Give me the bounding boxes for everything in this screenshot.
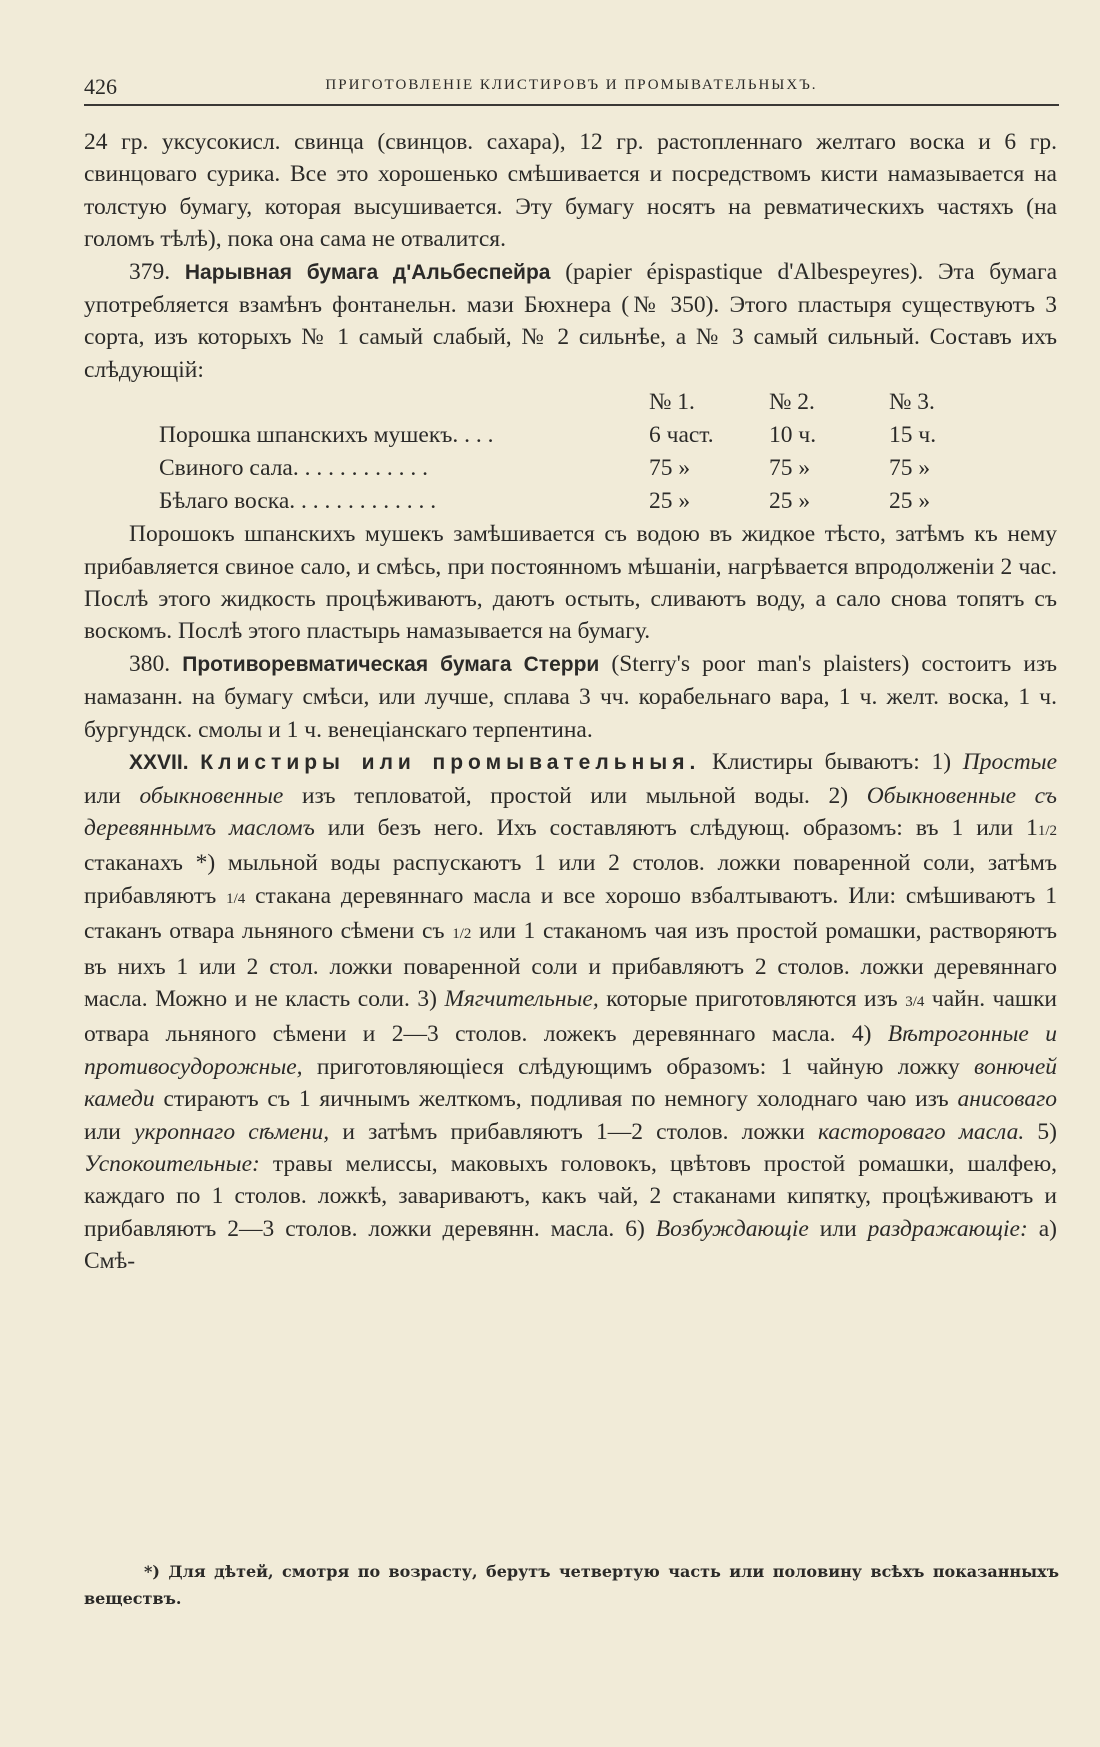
page-header <box>84 66 1059 106</box>
recipe-row <box>159 452 969 485</box>
col-header-2: № 2. <box>769 389 815 416</box>
amount-2: 75 » <box>769 455 811 482</box>
recipe-row <box>159 419 969 452</box>
running-head: ПРИГОТОВЛЕНІЕ КЛИСТИРОВЪ И ПРОМЫВАТЕЛЬНЫХЪ. <box>325 77 818 93</box>
amount-1: 6 част. <box>649 422 714 449</box>
chapter-number: XXVII. <box>129 751 189 775</box>
recipe-header-row <box>159 386 969 419</box>
section-number: 380. <box>129 650 171 677</box>
fraction: 1/2 <box>452 926 472 943</box>
section-text: (Sterry's poor man's plaisters) состоитъ изъ намазанн. на бумагу смѣси, или лучше, сплава 3 чч. корабельнаго вара, 1 ч. желт. воска, 1 ч. бургундск. смолы и 1 ч. венеціанскаго терпентина. <box>84 650 1058 743</box>
amount-1: 75 » <box>649 455 691 482</box>
section-380 <box>84 648 1057 746</box>
amount-3: 75 » <box>889 455 931 482</box>
amount-3: 25 » <box>889 488 931 515</box>
fraction: 3/4 <box>905 993 925 1010</box>
section-xxvii: XXVII. Клистиры или промывательныя. Клистиры бываютъ: 1) Простые или обыкновенные изъ тепловатой, простой или мыльной воды. 2) Обыкновенные съ деревяннымъ масломъ или безъ него. Ихъ составляютъ слѣдующ. образомъ: въ 1 или 11/2 стаканахъ *) мыльной воды распускаютъ 1 или 2 столов. ложки поваренной соли, затѣмъ прибавляютъ 1/4 стакана деревяннаго масла и все хорошо взбалтываютъ. Или: смѣшиваютъ 1 стаканъ отвара льняного сѣмени съ 1/2 или 1 стаканомъ чая изъ простой ромашки, растворяютъ въ нихъ 1 или 2 стол. ложки поваренной соли и прибавляютъ 2 столов. ложки деревяннаго масла. Можно и не класть соли. 3) Мягчительные, которые приготовляются изъ 3/4 чайн. чашки отвара льняного сѣмени и 2—3 столов. ложекъ деревяннаго масла. 4) Вѣтрогонные и противосудорожные, приготовляющіеся слѣдующимъ образомъ: 1 чайную ложку вонючей камеди стираютъ съ 1 яичнымъ желткомъ, подливая по немногу холоднаго чаю изъ анисоваго или укропнаго сѣмени, и затѣмъ прибавляютъ 1—2 столов. ложки касторовaго масла. 5) Успокоительные: травы мелиссы, маковыхъ головокъ, цвѣтовъ простой ромашки, шалфею, каждаго по 1 столов. ложкѣ, завариваютъ, какъ чай, 2 стаканами кипятку, процѣживаютъ и прибавляютъ 2—3 столов. ложки деревянн. масла. 6) Возбуждающіе или раздражающіе: а) Смѣ- <box>84 749 1058 1275</box>
paragraph-preparation: Порошокъ шпанскихъ мушекъ замѣшивается съ водою въ жидкое тѣсто, затѣмъ къ нему прибавляется свиное сало, и смѣсь, при постоянномъ мѣшаніи, нагрѣвается впродолженіи 2 час. Послѣ этого жидкость процѣживаютъ, даютъ остыть, сливаютъ воду, а сало снова топятъ съ воскомъ. Послѣ этого пластырь намазывается на бумагу. <box>84 521 1057 645</box>
section-number: 379. <box>129 258 171 285</box>
amount-3: 15 ч. <box>889 422 937 449</box>
section-title: Нарывная бумага д'Альбеспейра <box>184 260 551 284</box>
recipe-table <box>159 386 969 518</box>
footnote-text: *) Для дѣтей, смотря по возрасту, берутъ четвертую часть или половину всѣхъ показанныхъ веществъ. <box>84 1562 1059 1608</box>
ingredient-label: Свиного сала. . . . . . . . . . . . <box>159 455 428 482</box>
col-header-3: № 3. <box>889 389 935 416</box>
amount-1: 25 » <box>649 488 691 515</box>
chapter-title: Клистиры или промывательныя. <box>200 751 701 775</box>
section-379 <box>84 256 1057 387</box>
fraction: 1/4 <box>226 890 246 907</box>
section-text: (papier épispastique d'Albespeyres). Эта бумага употребляется взамѣнъ фонтанельн. мази Бюхнера (№ 350). Этого пластыря существуютъ 3 сорта, изъ которыхъ № 1 самый слабый, № 2 сильнѣе, а № 3 самый сильный. Составъ ихъ слѣдующій: <box>84 258 1058 383</box>
body-text <box>84 126 1057 1278</box>
section-title: Противоревматическая бумага Стерри <box>182 652 600 676</box>
col-header-1: № 1. <box>649 389 695 416</box>
amount-2: 25 » <box>769 488 811 515</box>
page-number: 426 <box>84 74 117 99</box>
amount-2: 10 ч. <box>769 422 817 449</box>
ingredient-label: Порошка шпанскихъ мушекъ. . . . <box>159 422 494 449</box>
footnote <box>84 1558 1059 1612</box>
paragraph-continued: 24 гр. уксусокисл. свинца (свинцов. сахара), 12 гр. растопленнаго желтаго воска и 6 гр. свинцоваго сурика. Все это хорошенько смѣшивается и посредствомъ кисти намазывается на толстую бумагу, которая высушивается. Эту бумагу носятъ на ревматическихъ частяхъ (на голомъ тѣлѣ), пока она сама не отвалится. <box>84 129 1057 253</box>
recipe-row <box>159 485 969 518</box>
fraction: 1/2 <box>1037 822 1057 839</box>
ingredient-label: Бѣлаго воска. . . . . . . . . . . . . <box>159 488 437 515</box>
